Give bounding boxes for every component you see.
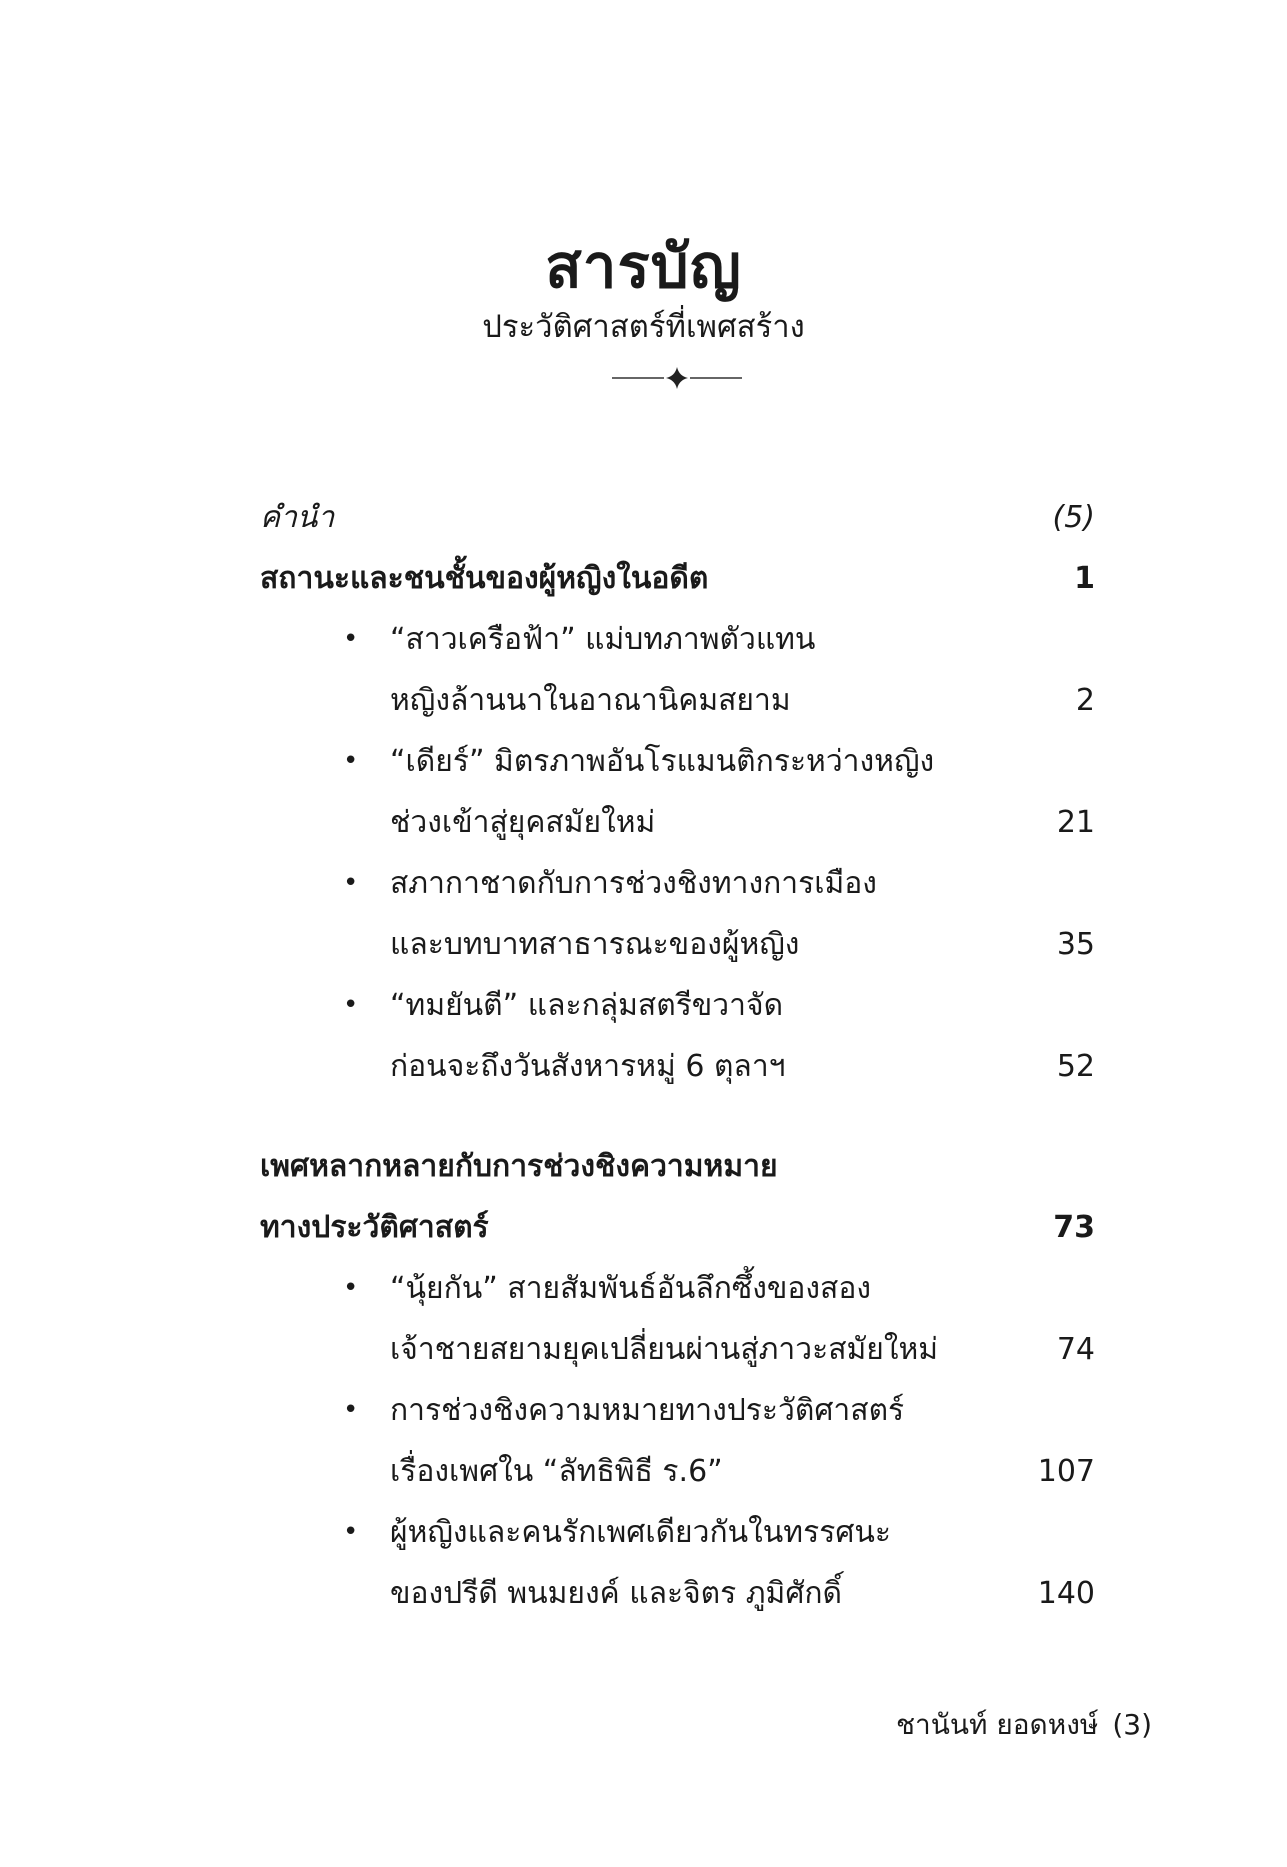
bullet-icon: • [343, 868, 359, 898]
bullet-icon: • [343, 990, 359, 1020]
toc-item-row-continued[interactable] [260, 914, 1095, 975]
toc-item-title: การช่วงชิงความหมายทางประวัติศาสตร์ [390, 1393, 905, 1428]
toc-item-title: ผู้หญิงและคนรักเพศเดียวกันในทรรศนะ [390, 1515, 891, 1550]
toc-item-title: ของปรีดี พนมยงค์ และจิตร ภูมิศักดิ์ [390, 1576, 843, 1611]
toc-item-title: ช่วงเข้าสู่ยุคสมัยใหม่ [390, 805, 656, 840]
four-point-star-divider-icon [612, 364, 742, 392]
toc-item-row-continued[interactable] [260, 670, 1095, 731]
toc-section-title: ทางประวัติศาสตร์ [260, 1210, 489, 1245]
toc-item-page: 74 [1056, 1332, 1095, 1367]
toc-item-row-continued[interactable] [260, 1036, 1095, 1097]
bullet-icon: • [343, 1517, 359, 1547]
toc-preface-page: (5) [1052, 500, 1095, 535]
toc-item-page: 107 [1037, 1454, 1095, 1489]
footer-page-number: (3) [1112, 1708, 1152, 1741]
toc-section-row-continued[interactable] [260, 1197, 1095, 1258]
toc-section-page: 73 [1053, 1210, 1095, 1245]
toc-section-row[interactable] [260, 1136, 1095, 1197]
toc-item-title: “นุ้ยกัน” สายสัมพันธ์อันลึกซึ้งของสอง [390, 1271, 872, 1306]
toc-item-page: 2 [1075, 683, 1095, 718]
page-subtitle: ประวัติศาสตร์ที่เพศสร้าง [482, 309, 805, 345]
toc-section-title: เพศหลากหลายกับการช่วงชิงความหมาย [260, 1149, 778, 1184]
toc-item-title: เจ้าชายสยามยุคเปลี่ยนผ่านสู่ภาวะสมัยใหม่ [390, 1332, 939, 1367]
toc-preface-label: คำนำ [260, 500, 335, 535]
toc-preface-row[interactable] [260, 487, 1095, 548]
toc-item-page: 21 [1056, 805, 1095, 840]
toc-item-row[interactable] [260, 975, 1095, 1036]
toc-item-row[interactable] [260, 609, 1095, 670]
footer-author: ชานันท์ ยอดหงษ์ [895, 1708, 1099, 1741]
toc-item-page: 52 [1056, 1049, 1095, 1084]
toc-item-row[interactable] [260, 853, 1095, 914]
toc-item-row-continued[interactable] [260, 1441, 1095, 1502]
toc-item-title: “ทมยันตี” และกลุ่มสตรีขวาจัด [390, 988, 784, 1023]
bullet-icon: • [343, 746, 359, 776]
toc-section-row[interactable] [260, 548, 1095, 609]
toc-section-page: 1 [1074, 561, 1095, 596]
page-footer [896, 1705, 1152, 1745]
toc-section-title: สถานะและชนชั้นของผู้หญิงในอดีต [260, 561, 709, 596]
toc-item-title: “สาวเครือฟ้า” แม่บทภาพตัวแทน [390, 622, 816, 657]
toc-item-title: หญิงล้านนาในอาณานิคมสยาม [390, 683, 791, 718]
toc-item-row[interactable] [260, 1258, 1095, 1319]
toc-item-title: เรื่องเพศใน “ลัทธิพิธี ร.6” [390, 1454, 723, 1489]
toc-item-title: ก่อนจะถึงวันสังหารหมู่ 6 ตุลาฯ [390, 1049, 786, 1084]
toc-item-title: สภากาชาดกับการช่วงชิงทางการเมือง [390, 866, 877, 901]
toc-item-page: 140 [1037, 1576, 1095, 1611]
toc-item-page: 35 [1056, 927, 1095, 962]
bullet-icon: • [343, 1395, 359, 1425]
bullet-icon: • [343, 624, 359, 654]
toc-item-title: “เดียร์” มิตรภาพอันโรแมนติกระหว่างหญิง [390, 744, 935, 779]
toc-item-row[interactable] [260, 1380, 1095, 1441]
toc-item-row[interactable] [260, 1502, 1095, 1563]
toc-item-row-continued[interactable] [260, 792, 1095, 853]
toc-item-title: และบทบาทสาธารณะของผู้หญิง [390, 927, 800, 962]
toc-item-row[interactable] [260, 731, 1095, 792]
table-of-contents [260, 487, 1095, 1624]
toc-item-row-continued[interactable] [260, 1319, 1095, 1380]
toc-item-row-continued[interactable] [260, 1563, 1095, 1624]
page-title: สารบัญ [545, 232, 742, 302]
bullet-icon: • [343, 1273, 359, 1303]
